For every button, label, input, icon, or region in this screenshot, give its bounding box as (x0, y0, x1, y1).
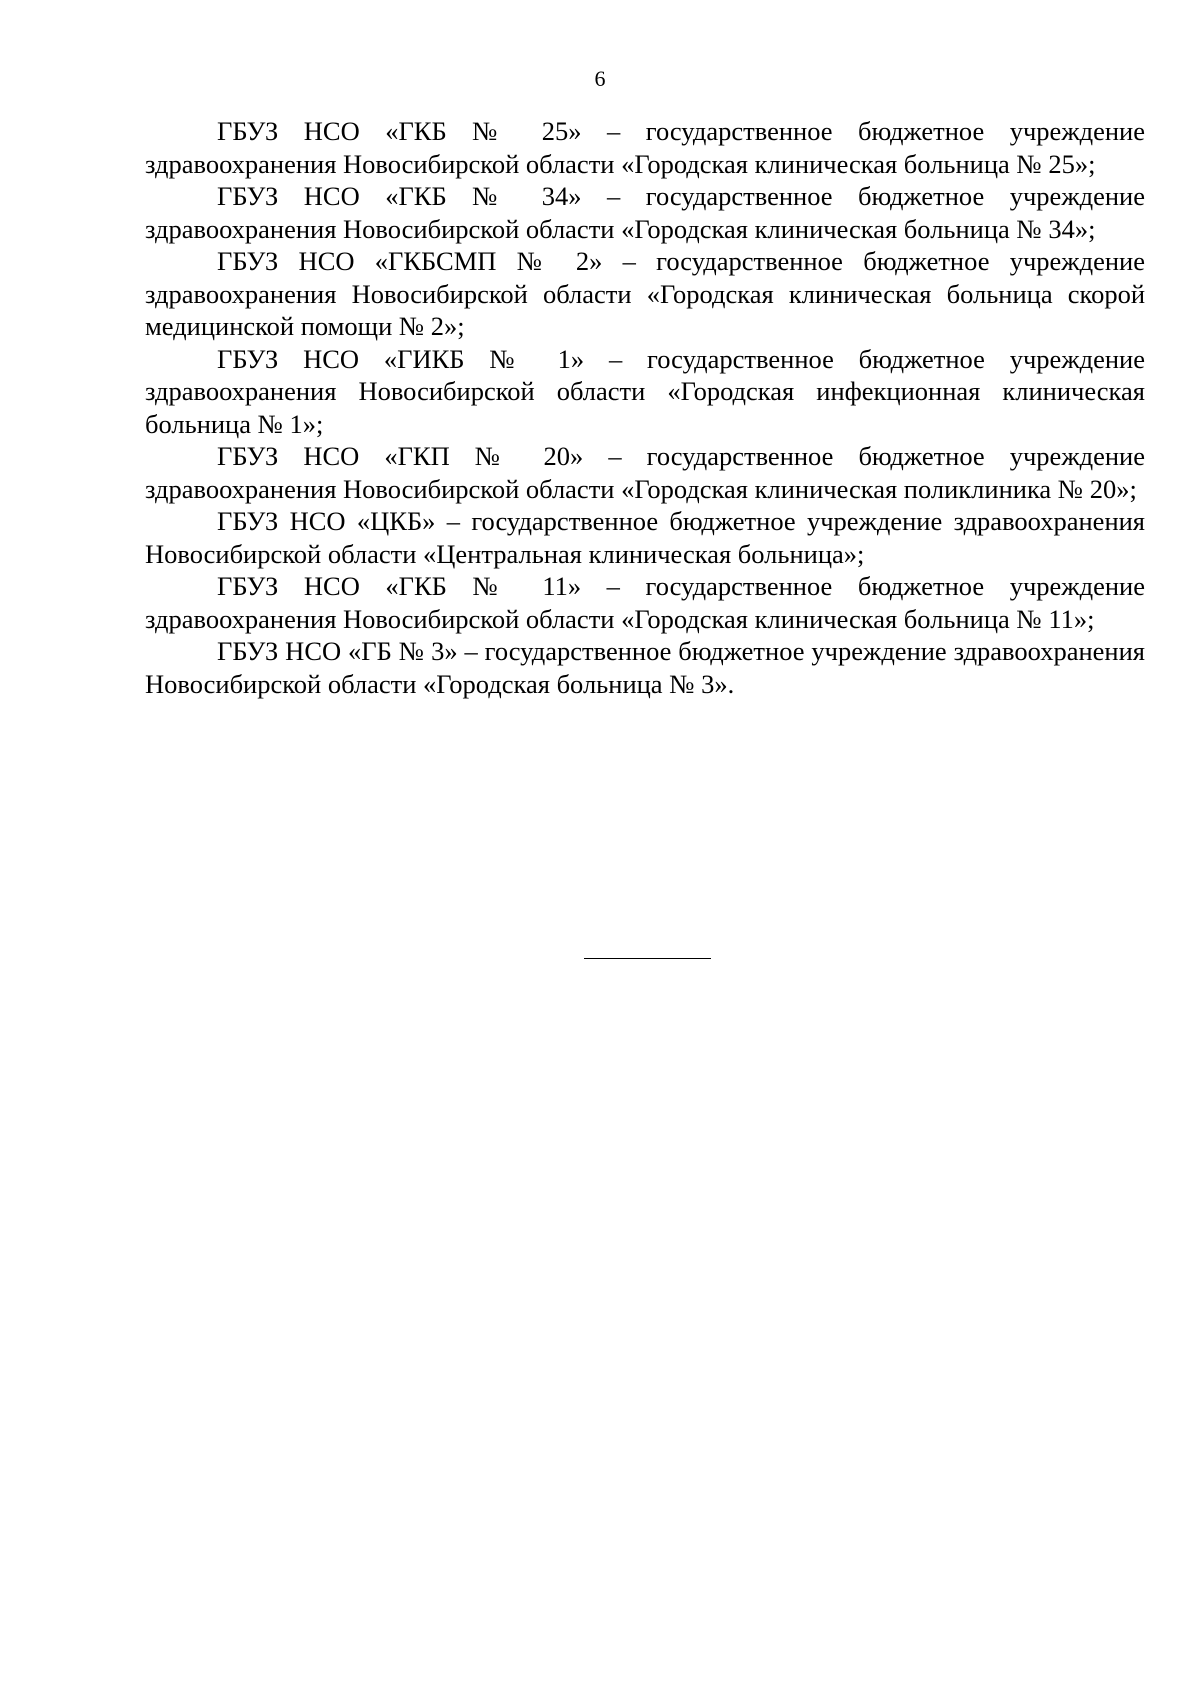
list-item: ГБУЗ НСО «ЦКБ» – государственное бюджетное учреждение здравоохранения Новосибирской области «Центральная клиническая больница»; (145, 506, 1145, 569)
list-item: ГБУЗ НСО «ГБ № 3» – государственное бюджетное учреждение здравоохранения Новосибирской области «Городская больница № 3». (145, 636, 1145, 699)
abbreviations-list (145, 115, 1145, 700)
list-item: ГБУЗ НСО «ГКБСМП № 2» – государственное бюджетное учреждение здравоохранения Новосибирской области «Городская клиническая больница скорой медицинской помощи № 2»; (145, 246, 1145, 341)
list-item: ГБУЗ НСО «ГКБ № 25» – государственное бюджетное учреждение здравоохранения Новосибирской области «Городская клиническая больница № 25»; (145, 116, 1145, 179)
list-item: ГБУЗ НСО «ГКП № 20» – государственное бюджетное учреждение здравоохранения Новосибирской области «Городская клиническая поликлиника № 20»; (145, 441, 1145, 504)
list-item: ГБУЗ НСО «ГКБ № 11» – государственное бюджетное учреждение здравоохранения Новосибирской области «Городская клиническая больница № 11»; (145, 571, 1145, 634)
page-number: 6 (594, 66, 606, 91)
end-of-document-rule (584, 958, 711, 959)
list-item: ГБУЗ НСО «ГИКБ № 1» – государственное бюджетное учреждение здравоохранения Новосибирской области «Городская инфекционная клиническая больница № 1»; (145, 343, 1145, 439)
list-item: ГБУЗ НСО «ГКБ № 34» – государственное бюджетное учреждение здравоохранения Новосибирской области «Городская клиническая больница № 34»; (145, 181, 1145, 244)
